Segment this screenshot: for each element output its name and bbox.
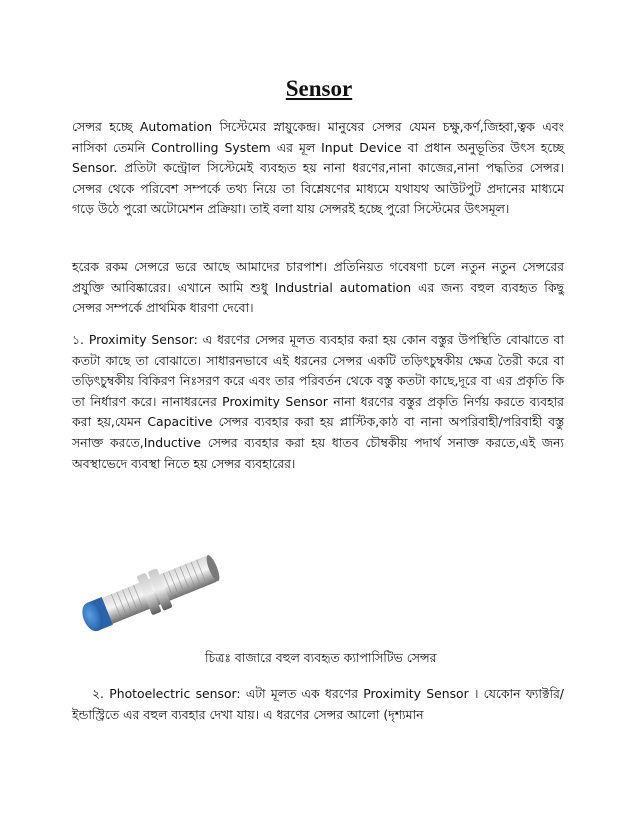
- capacitive-sensor-image: [74, 540, 224, 648]
- sensor-illustration: [74, 540, 224, 648]
- paragraph-sensor-types: হরেক রকম সেন্সরে ভরে আছে আমাদের চারপাশ। প্রতিনিয়ত গবেষণা চলে নতুন নতুন সেন্সরের প্রযুক্তি আবিষ্কারের। এখানে আমি শুধু Industrial automation এর জন্য বহুল ব্যবহৃত কিছু সেন্সর সম্পর্কে প্রাথমিক ধারণা দেবো।: [72, 259, 564, 316]
- page-title: Sensor: [285, 76, 353, 101]
- paragraph-photoelectric-sensor: ২. Photoelectric sensor: এটা মূলত এক ধরণের Proximity Sensor । যেকোন ফ্যাক্টরি/ইন্ডাস্ট্রিতে এর বহুল ব্যবহার দেখা যায়। এ ধরণের সেন্সর আলো (দৃশ্যমান: [72, 686, 564, 722]
- paragraph-intro: সেন্সর হচ্ছে Automation সিস্টেমের স্নায়ুকেন্দ্র। মানুষের সেন্সর যেমন চক্ষু,কর্ণ,জিহ্বা,ত্বক এবং নাসিকা তেমনি Controlling System এর মূল Input Device বা প্রধান অনুভূতির উৎস হচ্ছে Sensor. প্রতিটা কন্ট্রোল সিস্টেমেই ব্যবহৃত হয় নানা ধরণের,নানা কাজের,নানা পদ্ধতির সেন্সর। সেন্সর থেকে পরিবেশ সম্পর্কে তথ্য নিয়ে তা বিশ্লেষণের মাধ্যমে যথাযথ আউটপুট প্রদানের মাধ্যমে গড়ে উঠে পুরো অটোমেশন প্রক্রিয়া। তাই বলা যায় সেন্সরই হচ্ছে পুরো সিস্টেমের উৎসমূল।: [72, 119, 564, 217]
- paragraph-proximity-sensor: ১. Proximity Sensor: এ ধরণের সেন্সর মূলত ব্যবহার করা হয় কোন বস্তুর উপস্থিতি বোঝাতে বা কতটা কাছে তা বোঝাতে। সাধারনভাবে এই ধরনের সেন্সর একটি তড়িৎচুম্বকীয় ক্ষেত্র তৈরী করে বা তড়িৎচুম্বকীয় বিকিরণ নিঃসরণ করে এবং তার পরিবর্তন থেকে বস্তু কতটা কাছে,দূরে বা এর প্রকৃতি কি তা নির্ধারণ করে। নানাধরনের Proximity Sensor নানা ধরণের বস্তুর প্রকৃতি নির্ণয় করতে ব্যবহার করা হয়,যেমন Capacitive সেন্সর ব্যবহার করা হয় প্লাস্টিক,কাঠ বা নানা অপরিবাহী/পরিবাহী বস্তু সনাক্ত করতে,Inductive সেন্সর ব্যবহার করা হয় ধাতব চৌম্বকীয় পদার্থ সনাক্ত করতে,এই জন্য অবস্থাভেদে ব্যবস্থা নিতে হয় সেন্সর ব্যবহারের।: [72, 332, 564, 471]
- figure-caption: চিত্রঃ বাজারে বহুল ব্যবহৃত ক্যাপাসিটিভ সেন্সর: [205, 650, 437, 665]
